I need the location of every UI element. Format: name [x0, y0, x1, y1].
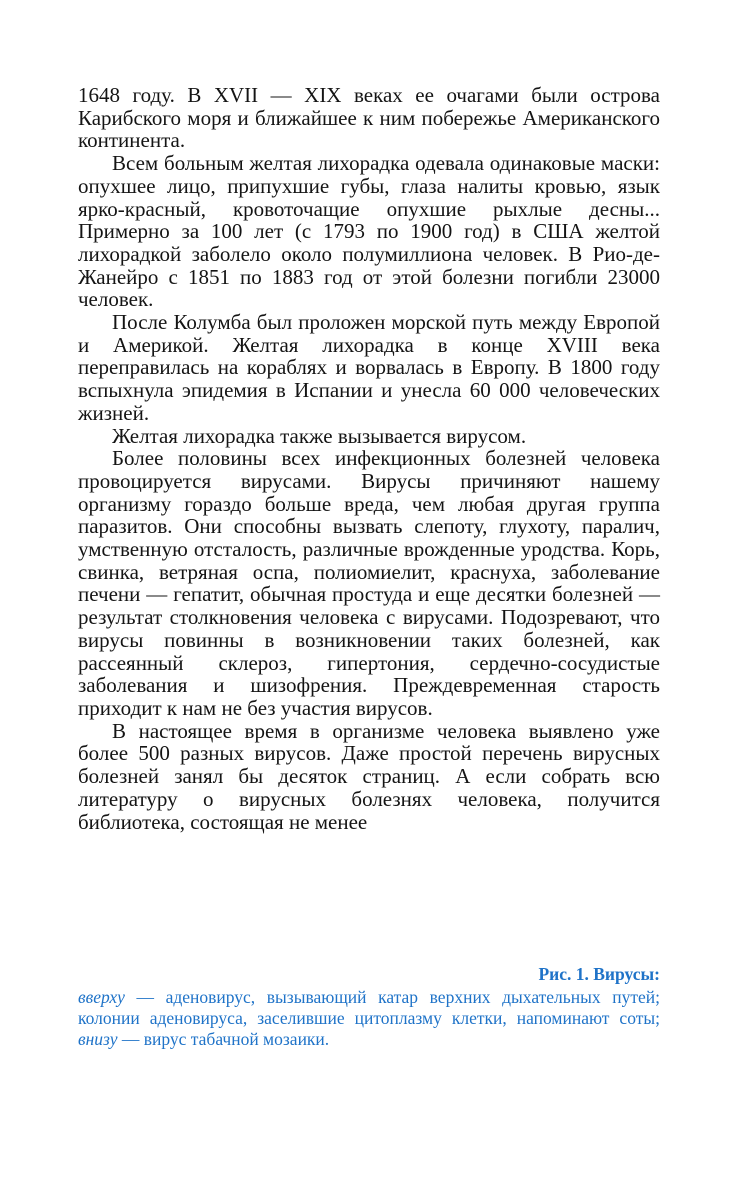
caption-text-bottom: — вирус табачной мозаики. — [117, 1029, 330, 1049]
paragraph-5: Более половины всех инфекционных болезней человека провоцируется вирусами. Вирусы причиняют нашему организму гораздо больше вреда, чем любая другая группа паразитов. Они способны вызвать слепоту, глухоту, паралич, умственную отсталость, различные врожденные уродства. Корь, свинка, ветряная оспа, полиомиелит, краснуха, заболевание печени — гепатит, обычная простуда и еще десятки болезней — результат столкновения человека с вирусами. Подозревают, что вирусы повинны в возникновении таких болезней, как рассеянный склероз, гипертония, сердечно-сосудистые заболевания и шизофрения. Преждевременная старость приходит к нам не без участия вирусов. — [78, 446, 660, 720]
paragraph-4: Желтая лихорадка также вызывается вирусом. — [112, 423, 527, 448]
paragraph-3: После Колумба был проложен морской путь между Европой и Америкой. Желтая лихорадка в конце XVIII века переправилась на кораблях и ворвалась в Европу. В 1800 году вспыхнула эпидемия в Испании и унесла 60 000 человеческих жизней. — [78, 310, 660, 425]
figure-caption-title: Рис. 1. Вирусы: — [538, 964, 660, 984]
figure-caption — [78, 964, 660, 1050]
paragraph-6: В настоящее время в организме человека выявлено уже более 500 разных вирусов. Даже простой перечень вирусных болезней занял бы десяток страниц. А если собрать всю литературу о вирусных болезнях человека, получится библиотека, состоящая не менее — [78, 718, 660, 834]
paragraph-1: 1648 году. В XVII — XIX веках ее очагами были острова Карибского моря и ближайшее к ним побережье Американского континента. — [78, 83, 660, 153]
caption-text-top: — аденовирус, вызывающий катар верхних дыхательных путей; колонии аденовируса, заселившие цитоплазму клетки, напоминают соты; — [78, 987, 660, 1028]
page-body-text — [78, 84, 660, 833]
paragraph-2: Всем больным желтая лихорадка одевала одинаковые маски: опухшее лицо, припухшие губы, глаза налиты кровью, язык ярко-красный, кровоточащие опухшие рыхлые десны... Примерно за 100 лет (с 1793 по 1900 год) в США желтой лихорадкой заболело около полумиллиона человек. В Рио-де-Жанейро с 1851 по 1883 год от этой болезни погибли 23000 человек. — [78, 151, 660, 312]
figure-caption-body — [78, 987, 660, 1050]
caption-label-top: вверху — [78, 987, 125, 1007]
caption-label-bottom: внизу — [78, 1029, 118, 1049]
